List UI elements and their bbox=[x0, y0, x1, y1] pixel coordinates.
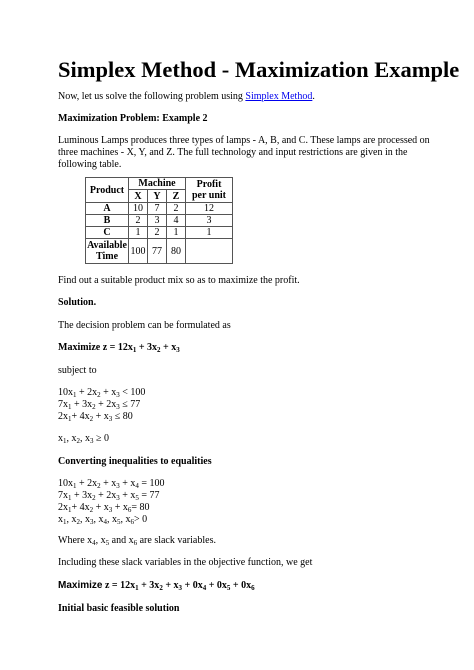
subscript: 3 bbox=[116, 494, 120, 502]
equality-2 bbox=[58, 490, 160, 502]
term: > 0 bbox=[134, 514, 148, 525]
row-label: A bbox=[86, 203, 129, 215]
term: 2x bbox=[58, 502, 68, 513]
table-row bbox=[86, 215, 233, 227]
term: x bbox=[58, 514, 63, 525]
table-row-available bbox=[86, 239, 233, 264]
table-cell: 10 bbox=[129, 203, 148, 215]
term: = 100 bbox=[138, 478, 165, 489]
subscript: 6 bbox=[130, 518, 134, 526]
intro-paragraph bbox=[58, 91, 315, 103]
subscript: 1 bbox=[68, 506, 72, 514]
subscript: 2 bbox=[97, 391, 101, 399]
term: + x bbox=[93, 411, 109, 422]
term: + 0x bbox=[206, 580, 227, 591]
subscript: 2 bbox=[97, 482, 101, 490]
subscript: 2 bbox=[92, 403, 96, 411]
table-header-row bbox=[86, 178, 233, 190]
subscript: 4 bbox=[103, 518, 107, 526]
term: + 3x bbox=[71, 399, 93, 410]
term: ≤ 80 bbox=[112, 411, 133, 422]
subscript: 3 bbox=[176, 346, 180, 354]
term: x bbox=[58, 433, 63, 444]
available-line-2: Time bbox=[95, 251, 119, 262]
term: + x bbox=[119, 490, 136, 501]
intro-text: Now, let us solve the following problem using bbox=[58, 91, 246, 102]
term: Where x bbox=[58, 535, 93, 546]
subscript: 4 bbox=[202, 584, 207, 592]
non-negativity bbox=[58, 433, 109, 445]
table-cell: 4 bbox=[167, 215, 186, 227]
term: + 4x bbox=[71, 411, 90, 422]
term: , x bbox=[66, 514, 77, 525]
term: + 2x bbox=[95, 490, 117, 501]
subject-to-text: subject to bbox=[58, 365, 97, 376]
solution-heading: Solution. bbox=[58, 297, 97, 308]
row-label-available bbox=[86, 239, 129, 264]
table-cell: 1 bbox=[167, 227, 186, 239]
machine-table bbox=[85, 177, 233, 264]
maximize-label: Maximize bbox=[58, 580, 103, 591]
constraint-2 bbox=[58, 399, 140, 411]
term: + x bbox=[100, 478, 117, 489]
description-line-2: three machines - X, Y, and Z. The full technology and input restrictions are given in the bbox=[58, 147, 408, 158]
description-line-3: following table. bbox=[58, 159, 122, 170]
term: < 100 bbox=[119, 387, 146, 398]
formulated-text: The decision problem can be formulated as bbox=[58, 320, 231, 331]
term: , x bbox=[120, 514, 131, 525]
table-cell: 80 bbox=[167, 239, 186, 264]
subscript: 5 bbox=[226, 584, 231, 592]
constraint-3 bbox=[58, 411, 133, 423]
header-x: X bbox=[129, 190, 148, 203]
header-profit-line-1: Profit bbox=[196, 179, 222, 190]
including-text: Including these slack variables in the objective function, we get bbox=[58, 557, 313, 568]
subscript: 1 bbox=[68, 403, 72, 411]
subscript: 5 bbox=[105, 539, 110, 547]
table-row bbox=[86, 227, 233, 239]
slack-variables-text bbox=[58, 535, 216, 547]
table-cell: 100 bbox=[129, 239, 148, 264]
table-cell: 3 bbox=[186, 215, 233, 227]
constraint-1 bbox=[58, 387, 145, 399]
term: = 77 bbox=[138, 490, 160, 501]
header-product: Product bbox=[86, 178, 129, 203]
table-cell: 7 bbox=[148, 203, 167, 215]
subscript: 3 bbox=[116, 482, 120, 490]
objective-part: + x bbox=[160, 342, 177, 353]
initial-solution-heading: Initial basic feasible solution bbox=[58, 603, 180, 614]
term: 10x bbox=[58, 478, 73, 489]
term: and x bbox=[109, 535, 134, 546]
table-cell: 12 bbox=[186, 203, 233, 215]
term: z = 12x bbox=[102, 580, 136, 591]
term: + 0x bbox=[230, 580, 252, 591]
subscript: 3 bbox=[178, 584, 183, 592]
subscript: 5 bbox=[117, 518, 121, 526]
find-out-text: Find out a suitable product mix so as to maximize the profit. bbox=[58, 275, 300, 286]
page-title: Simplex Method - Maximization Example bbox=[58, 57, 460, 82]
term: + 2x bbox=[95, 399, 117, 410]
term: + 3x bbox=[138, 580, 160, 591]
subscript: 2 bbox=[76, 518, 80, 526]
subscript: 4 bbox=[135, 482, 139, 490]
term: , x bbox=[93, 514, 104, 525]
subscript: 1 bbox=[63, 518, 67, 526]
term: + 2x bbox=[76, 478, 98, 489]
term: + 0x bbox=[182, 580, 203, 591]
term: ≤ 77 bbox=[119, 399, 141, 410]
subscript: 6 bbox=[133, 539, 138, 547]
subscript: 2 bbox=[76, 437, 80, 445]
subscript: 2 bbox=[92, 494, 96, 502]
equality-1 bbox=[58, 478, 165, 490]
subscript: 2 bbox=[89, 415, 94, 423]
header-y: Y bbox=[148, 190, 167, 203]
term: ≥ 0 bbox=[93, 433, 109, 444]
term: , x bbox=[80, 514, 90, 525]
term: 10x bbox=[58, 387, 73, 398]
problem-heading: Maximization Problem: Example 2 bbox=[58, 113, 208, 124]
subscript: 3 bbox=[108, 415, 113, 423]
available-line-1: Available bbox=[87, 240, 127, 251]
objective-part: Maximize z = 12x bbox=[58, 342, 133, 353]
subscript: 1 bbox=[73, 391, 77, 399]
term: , x bbox=[95, 535, 106, 546]
term: + 3x bbox=[71, 490, 93, 501]
table-cell: 2 bbox=[148, 227, 167, 239]
description-line-1: Luminous Lamps produces three types of lamps - A, B, and C. These lamps are processed on bbox=[58, 135, 430, 146]
table-cell: 1 bbox=[186, 227, 233, 239]
header-profit-line-2: per unit bbox=[192, 190, 226, 201]
term: + x bbox=[112, 502, 128, 513]
term: = 80 bbox=[131, 502, 150, 513]
table-cell: 1 bbox=[129, 227, 148, 239]
subscript: 6 bbox=[251, 584, 255, 592]
subscript: 2 bbox=[159, 584, 163, 592]
subscript: 3 bbox=[116, 403, 120, 411]
row-label: C bbox=[86, 227, 129, 239]
objective-with-slack bbox=[58, 580, 255, 592]
header-machine: Machine bbox=[129, 178, 186, 190]
term: , x bbox=[107, 514, 117, 525]
subscript: 1 bbox=[68, 415, 72, 423]
subscript: 2 bbox=[89, 506, 94, 514]
subscript: 6 bbox=[127, 506, 132, 514]
subscript: 1 bbox=[135, 584, 139, 592]
subscript: 3 bbox=[90, 437, 94, 445]
table-cell: 77 bbox=[148, 239, 167, 264]
equality-3 bbox=[58, 502, 150, 514]
term: , x bbox=[80, 433, 90, 444]
header-z: Z bbox=[167, 190, 186, 203]
intro-suffix: . bbox=[312, 91, 315, 102]
term: + x bbox=[100, 387, 117, 398]
table-cell: 3 bbox=[148, 215, 167, 227]
term: + x bbox=[119, 478, 136, 489]
subscript: 3 bbox=[90, 518, 94, 526]
subscript: 1 bbox=[73, 482, 77, 490]
header-profit bbox=[186, 178, 233, 203]
subscript: 3 bbox=[108, 506, 113, 514]
term: + x bbox=[162, 580, 179, 591]
table-row bbox=[86, 203, 233, 215]
term: + 2x bbox=[76, 387, 98, 398]
subscript: 3 bbox=[116, 391, 120, 399]
table-cell: 2 bbox=[167, 203, 186, 215]
term: are slack variables. bbox=[137, 535, 216, 546]
simplex-method-link[interactable]: Simplex Method bbox=[245, 91, 313, 102]
term: 2x bbox=[58, 411, 68, 422]
table-cell-empty bbox=[186, 239, 233, 264]
term: + x bbox=[93, 502, 109, 513]
subscript: 1 bbox=[63, 437, 67, 445]
subscript: 1 bbox=[68, 494, 72, 502]
equality-nonneg bbox=[58, 514, 147, 526]
subscript: 2 bbox=[157, 346, 161, 354]
term: 7x bbox=[58, 399, 68, 410]
term: 7x bbox=[58, 490, 68, 501]
subscript: 1 bbox=[132, 346, 137, 354]
subscript: 5 bbox=[135, 494, 139, 502]
row-label: B bbox=[86, 215, 129, 227]
subscript: 4 bbox=[92, 539, 96, 547]
term: + 4x bbox=[71, 502, 90, 513]
table-cell: 2 bbox=[129, 215, 148, 227]
objective-function bbox=[58, 342, 180, 354]
objective-part: + 3x bbox=[136, 342, 158, 353]
term: , x bbox=[66, 433, 77, 444]
converting-heading: Converting inequalities to equalities bbox=[58, 456, 212, 467]
